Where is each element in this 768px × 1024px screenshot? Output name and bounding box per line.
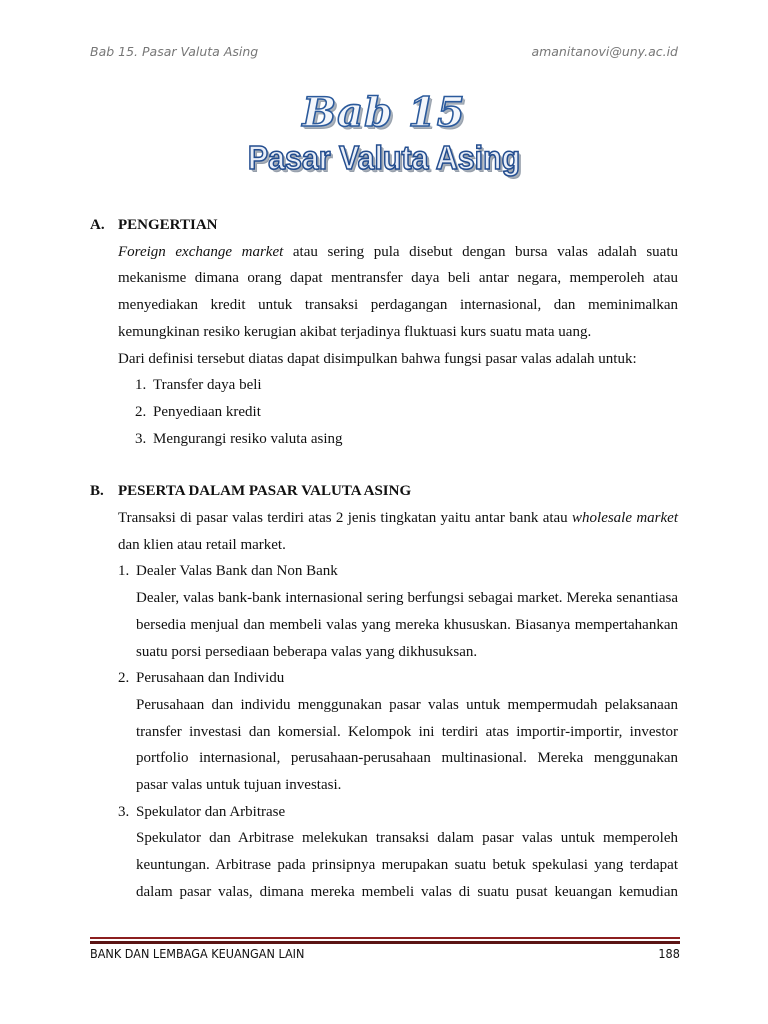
page-body [90,212,678,906]
list-item-text: Transfer daya beli [153,377,262,394]
list-item-number: 2. [135,403,147,420]
participant-number: 3. [118,803,130,820]
participant-number: 2. [118,670,130,687]
participant-title: Perusahaan dan Individu [136,670,285,687]
participant-item-title [118,799,678,826]
section-spacer [90,452,678,478]
participant-number: 1. [118,563,130,580]
list-item-number: 1. [135,377,147,394]
footer-rule-thin [90,937,680,939]
section-a-paragraph-1 [90,239,678,346]
section-b-heading [90,478,678,505]
section-b-intro [90,505,678,558]
section-b-intro-post: dan klien atau retail market. [118,536,286,553]
participant-title: Dealer Valas Bank dan Non Bank [136,563,338,580]
running-header-title: Bab 15. Pasar Valuta Asing [90,44,259,59]
running-header-email: amanitanovi@uny.ac.id [531,44,678,59]
participant-item-title [118,558,678,585]
section-b-letter: B. [90,483,104,500]
chapter-main-title: Pasar Valuta Asing [247,139,521,176]
participant-list [90,558,678,905]
section-a-paragraph-2: Dari definisi tersebut diatas dapat disimpulkan bahwa fungsi pasar valas adalah untuk: [118,350,637,367]
footer-page-number: 188 [658,946,680,961]
term-wholesale-market: wholesale market [572,510,678,527]
participant-item-title [118,665,678,692]
chapter-number-title: Bab 15 [302,89,466,136]
participant-title: Spekulator dan Arbitrase [136,803,286,820]
section-a-paragraph-1-text: atau sering pula disebut dengan bursa valas adalah suatu mekanisme dimana orang dapat mentransfer daya beli antar negara, memperoleh atau menyediakan kredit untuk transaksi perdagangan internasional, dan meminimalkan kemungkinan resiko kerugian akibat terjadinya fluktuasi kurs suatu mata uang. [118,243,678,340]
function-list [90,372,678,452]
participant-body: Spekulator dan Arbitrase melekukan transaksi dalam pasar valas untuk memperoleh keuntungan. Arbitrase pada prinsipnya merupakan suatu betuk spekulasi yang terdapat dalam pasar valas, dimana mereka membeli valas di suatu pusat keuangan kemudian [136,830,678,900]
term-foreign-exchange: Foreign exchange market [118,243,284,260]
list-item-number: 3. [135,430,147,447]
footer-rule-thick [90,941,680,944]
chapter-title-block [0,90,768,178]
list-item-text: Penyediaan kredit [153,403,261,420]
section-a-title: PENGERTIAN [118,217,218,233]
section-b-title: PESERTA DALAM PASAR VALUTA ASING [118,483,412,500]
footer-course-title: BANK DAN LEMBAGA KEUANGAN LAIN [90,946,305,961]
list-item-text: Mengurangi resiko valuta asing [153,430,343,447]
list-item [90,399,678,426]
section-a-heading [90,212,678,239]
list-item [90,426,678,453]
footer-double-rule [90,937,680,945]
participant-body: Perusahaan dan individu menggunakan pasar valas untuk mempermudah pelaksanaan transfer investasi dan komersial. Kelompok ini terdiri atas importir-importir, investor portfolio internasional, perusahaan-perusahaan multinasional. Mereka menggunakan pasar valas untuk tujuan investasi. [136,696,678,794]
list-item [90,372,678,399]
participant-body: Dealer, valas bank-bank internasional sering berfungsi sebagai market. Mereka senantiasa bersedia menjual dan membeli valas yang mereka khususkan. Biasanya mempertahankan suatu porsi persediaan beberapa valas yang dikhusuksan. [136,590,678,660]
section-a-letter: A. [90,217,105,233]
section-b-intro-pre: Transaksi di pasar valas terdiri atas 2 jenis tingkatan yaitu antar bank atau [118,510,573,527]
